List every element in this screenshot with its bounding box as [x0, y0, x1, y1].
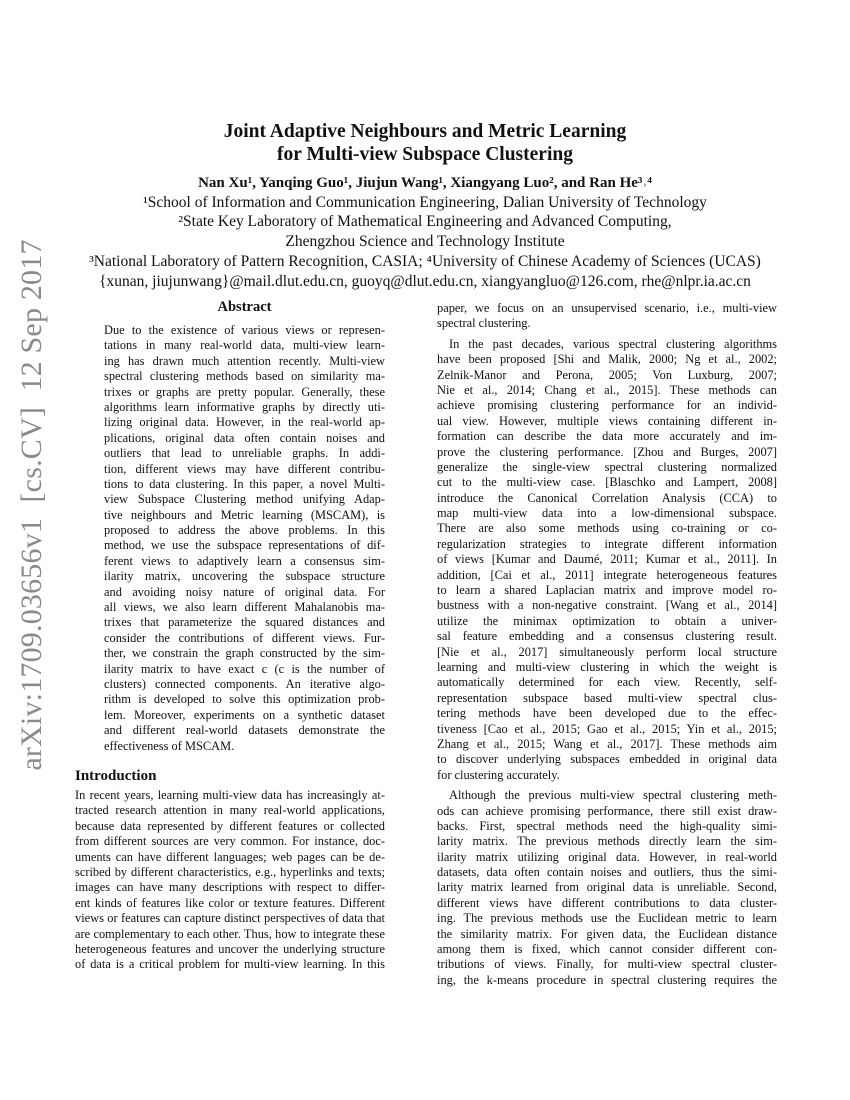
- text-line: formation can describe the data more accurately and im-: [437, 429, 777, 444]
- text-line: rithm is developed to solve this optimization prob-: [104, 692, 385, 707]
- text-line: images can have many descriptions with respect to differ-: [75, 880, 385, 895]
- text-line: tracted research attention in many real-world applications,: [75, 803, 385, 818]
- text-line: plications, original data often contain noises and: [104, 430, 385, 445]
- text-line: There are also some methods using co-training or co-: [437, 521, 777, 536]
- text-line: and avoiding noisy nature of original data. For: [104, 584, 385, 599]
- text-line: algorithms learn informative graphs by directly uti-: [104, 399, 385, 414]
- text-line: tiveness [Cao et al., 2015; Gao et al., 2015; Yin et al., 2015;: [437, 721, 777, 736]
- text-line: tributions of views. Finally, for multi-view spectral cluster-: [437, 957, 777, 972]
- text-line: tive neighbours and Metric learning (MSCAM), is: [104, 507, 385, 522]
- text-line: Zhang et al., 2015; Wang et al., 2017]. These methods aim: [437, 736, 777, 751]
- author-emails: {xunan, jiujunwang}@mail.dlut.edu.cn, guoyq@dlut.edu.cn, xiangyangluo@126.com, rhe@nlpr.ia.ac.cn: [99, 273, 751, 290]
- text-line: generalize the single-view spectral clustering normalized: [437, 459, 777, 474]
- text-line: Zelnik-Manor and Perona, 2005; Von Luxburg, 2007;: [437, 367, 777, 382]
- text-line: In the past decades, various spectral clustering algorithms: [449, 336, 777, 351]
- text-line: different views have different contributions to data cluster-: [437, 895, 777, 910]
- text-line: outliers that lead to unreliable graphs. In addi-: [104, 446, 385, 461]
- text-line: tations in many real-world data, multi-view learn-: [104, 338, 385, 353]
- text-line: larity matrix learned from original data is unreliable. Second,: [437, 880, 777, 895]
- text-line: ods can achieve promising performance, there still exist draw-: [437, 803, 777, 818]
- text-line: tions to data clustering. In this paper, a novel Multi-: [104, 476, 385, 491]
- text-line: achieve promising clustering performance for an individ-: [437, 398, 777, 413]
- text-line: trixes that parameterize the squared distances and: [104, 615, 385, 630]
- right-column-body: [437, 301, 777, 988]
- text-line: larity matrix. The previous methods directly learn the sim-: [437, 834, 777, 849]
- text-line: to learn a shared Laplacian matrix and improve model ro-: [437, 583, 777, 598]
- text-line: introduce the Canonical Correlation Analysis (CCA) to: [437, 490, 777, 505]
- paper-title-line-2: for Multi-view Subspace Clustering: [277, 144, 573, 165]
- text-line: tering methods have been developed due to the effec-: [437, 706, 777, 721]
- text-line: all views, we also learn different Mahalanobis ma-: [104, 600, 385, 615]
- text-line: ent kinds of features like color or texture features. Different: [75, 895, 385, 910]
- text-line: from different sources are very common. For instance, doc-: [75, 834, 385, 849]
- author-list: Nan Xu¹, Yanqing Guo¹, Jiujun Wang¹, Xiangyang Luo², and Ran He³˒⁴: [198, 175, 652, 191]
- text-line: In recent years, learning multi-view data has increasingly at-: [75, 788, 385, 802]
- text-line: ilarity matrix, uncovering the subspace structure: [104, 569, 385, 584]
- text-line: bustness with a non-negative constraint. [Wang et al., 2014]: [437, 598, 777, 613]
- text-line: ther, we constrain the graph constructed by the sim-: [104, 646, 385, 661]
- text-line: to discover underlying subspaces embedded in original data: [437, 752, 777, 767]
- text-line: datasets, data often contain noises and outliers, thus the simi-: [437, 865, 777, 880]
- affiliation-2: ²State Key Laboratory of Mathematical Engineering and Advanced Computing,: [178, 213, 672, 230]
- text-line: for clustering accurately.: [437, 767, 560, 782]
- text-line: view Subspace Clustering method unifying Adap-: [104, 492, 385, 507]
- text-line: regularization strategies to integrate different information: [437, 536, 777, 551]
- text-line: among them is fixed, which cannot consider different con-: [437, 942, 777, 957]
- text-line: spectral clustering methods based on similarity ma-: [104, 369, 385, 384]
- text-line: ing, the k-means procedure in spectral clustering requires the: [437, 972, 777, 987]
- abstract-heading: Abstract: [217, 299, 272, 315]
- affiliation-1: ¹School of Information and Communication Engineering, Dalian University of Technology: [143, 194, 707, 211]
- text-line: ilarity matrix utilizing original data. However, in real-world: [437, 849, 777, 864]
- text-line: ilarity matrix to have exact c (c is the number of: [104, 661, 385, 676]
- text-line: ferent views to adaptively learn a consensus sim-: [104, 553, 385, 568]
- text-line: representation subspace based multi-view spectral clus-: [437, 690, 777, 705]
- text-line: because data represented by different features or collected: [75, 818, 385, 833]
- text-line: [Nie et al., 2017] simultaneously perform local structure: [437, 644, 777, 659]
- text-line: Due to the existence of various views or represen-: [104, 323, 385, 337]
- text-line: of views [Kumar and Daumé, 2011; Kumar et al., 2011]. In: [437, 552, 777, 567]
- text-line: paper, we focus on an unsupervised scenario, i.e., multi-view: [437, 301, 777, 315]
- text-line: method, we use the subspace representations of dif-: [104, 538, 385, 553]
- text-line: ual view. However, multiple views containing different in-: [437, 413, 777, 428]
- text-line: ing has drawn much attention recently. Multi-view: [104, 353, 385, 368]
- text-line: lem. Moreover, experiments on a synthetic dataset: [104, 707, 385, 722]
- abstract-body: [104, 323, 385, 754]
- text-line: have been proposed [Shi and Malik, 2000; Ng et al., 2002;: [437, 352, 777, 367]
- text-line: sal feature embedding and a consensus clustering result.: [437, 629, 777, 644]
- text-line: learning and multi-view clustering in which the weight is: [437, 659, 777, 674]
- text-line: trixes or graphs are pretty popular. Generally, these: [104, 384, 385, 399]
- text-line: utilize the minimax optimization to obtain a univer-: [437, 613, 777, 628]
- text-line: uments can have different languages; web pages can be de-: [75, 849, 385, 864]
- text-line: lizing original data. However, in the real-world ap-: [104, 415, 385, 430]
- text-line: scribed by different characteristics, e.g., hyperlinks and texts;: [75, 864, 385, 879]
- text-line: are complementary to each other. Thus, how to integrate these: [75, 926, 385, 941]
- introduction-body: [75, 788, 385, 973]
- text-line: backs. First, spectral methods need the high-quality simi-: [437, 818, 777, 833]
- text-line: of data is a critical problem for multi-view learning. In this: [75, 957, 385, 972]
- text-line: Although the previous multi-view spectral clustering meth-: [449, 788, 777, 803]
- text-line: map multi-view data into a low-dimensional subspace.: [437, 506, 777, 521]
- text-line: the similarity matrix. For given data, the Euclidean distance: [437, 926, 777, 941]
- text-line: ing. The previous methods use the Euclidean metric to learn: [437, 911, 777, 926]
- arxiv-identifier-sidebar: arXiv:1709.03656v1 [cs.CV] 12 Sep 2017: [15, 239, 48, 771]
- text-line: consider the contributions of different views. Fur-: [104, 630, 385, 645]
- text-line: proposed to address the above problems. In this: [104, 523, 385, 538]
- text-line: addition, [Cai et al., 2011] integrate heterogeneous features: [437, 567, 777, 582]
- introduction-heading: Introduction: [75, 768, 157, 784]
- affiliation-2-cont: Zhengzhou Science and Technology Institute: [285, 233, 565, 250]
- text-line: and different real-world datasets demonstrate the: [104, 723, 385, 738]
- text-line: cut to the multi-view case. [Blaschko and Lampert, 2008]: [437, 475, 777, 490]
- text-line: spectral clustering.: [437, 316, 531, 331]
- text-line: views or features can capture distinct perspectives of data that: [75, 911, 385, 926]
- affiliation-3-4: ³National Laboratory of Pattern Recognition, CASIA; ⁴University of Chinese Academy of Sciences (UCAS): [89, 253, 761, 270]
- paper-title-line-1: Joint Adaptive Neighbours and Metric Learning: [223, 121, 627, 142]
- text-line: prove the clustering performance. [Zhou and Burges, 2007]: [437, 444, 777, 459]
- text-line: heterogeneous features and uncover the underlying structure: [75, 941, 385, 956]
- text-line: effectiveness of MSCAM.: [104, 738, 235, 753]
- text-line: tion, different views may have different contribu-: [104, 461, 385, 476]
- text-line: automatically determined for each view. Recently, self-: [437, 675, 777, 690]
- text-line: clusters) connected components. An iterative algo-: [104, 676, 385, 691]
- text-line: Nie et al., 2014; Chang et al., 2015]. These methods can: [437, 382, 777, 397]
